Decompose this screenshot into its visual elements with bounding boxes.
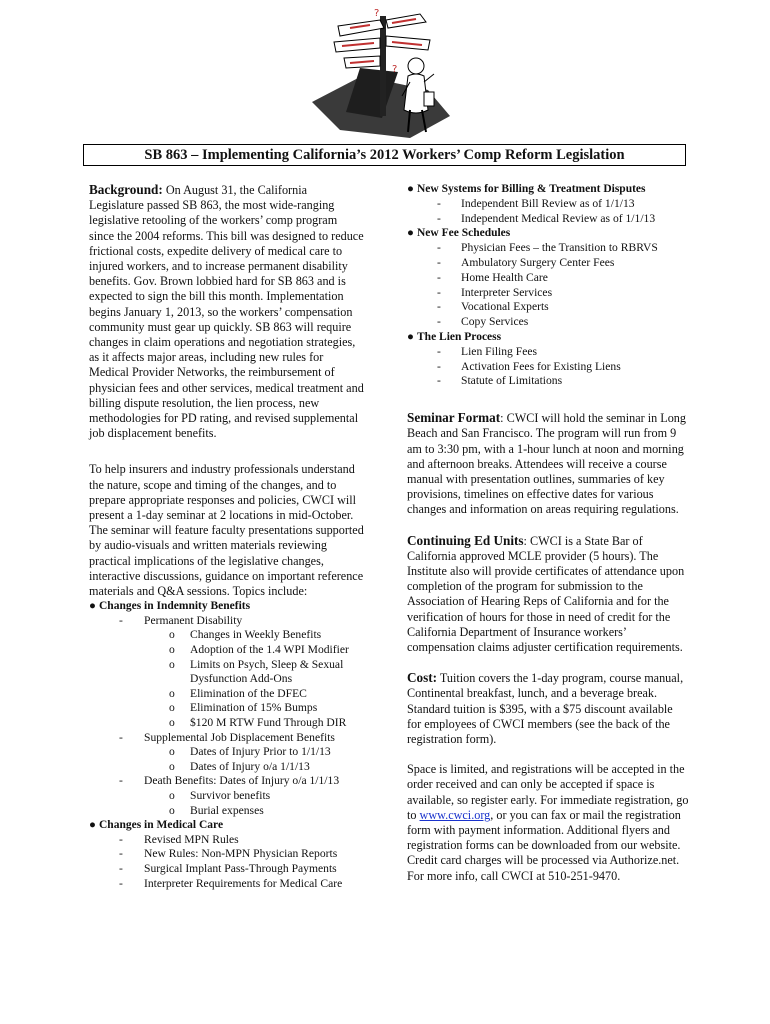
list-item: - Vocational Experts xyxy=(407,300,689,315)
topic-indemnity: ● Changes in Indemnity Benefits xyxy=(89,600,251,613)
background-heading: Background: xyxy=(89,182,163,197)
intro-paragraph: To help insurers and industry professionals understand the nature, scope and timing of the changes, and to prepare appropriate responses and policies, CWCI will present a 1-day seminar at 2 locations in mid-October. The seminar will feature faculty presentations supported by audio-visuals and written materials reviewing practical implications of the legislative changes, interactive discussions, guidance on important reference materials and Q&A sessions. Topics include: xyxy=(89,462,364,599)
list-item: o Dates of Injury o/a 1/1/13 xyxy=(169,759,310,773)
list-item: - Surgical Implant Pass-Through Payments xyxy=(89,862,364,877)
bullet-icon: ● xyxy=(89,600,96,613)
list-item: - Activation Fees for Existing Liens xyxy=(407,360,689,375)
list-item: - Home Health Care xyxy=(407,271,689,286)
cost-heading: Cost: xyxy=(407,670,438,686)
signpost-illustration xyxy=(300,6,470,142)
list-item: - Lien Filing Fees xyxy=(407,345,689,360)
list-item: o Burial expenses xyxy=(169,803,264,817)
website-link[interactable]: www.cwci.org xyxy=(419,807,491,822)
page-title: SB 863 – Implementing California’s 2012 Workers’ Comp Reform Legislation xyxy=(83,144,686,166)
list-item: - Death Benefits: Dates of Injury o/a 1/1/13 xyxy=(89,774,364,789)
bullet-icon: ● xyxy=(407,227,414,240)
question-mark-2: ? xyxy=(392,64,398,75)
space-paragraph: Space is limited, and registrations will be accepted in the order received and can only be accepted if space is available, so register early. For immediate registration, go to www.cwci.org, or you can fax or mail the registration form with payment information. Additional flyers and registration forms can be downloaded from our website. Credit card charges will be processed via Authorize.net. For more info, call CWCI at 510-251-9470. xyxy=(407,762,689,883)
list-item: - New Rules: Non-MPN Physician Reports xyxy=(89,847,364,862)
list-item: - Interpreter Services xyxy=(407,286,689,301)
sign-left-top xyxy=(338,20,384,36)
background-text: On August 31, the California Legislature passed SB 863, the most wide-ranging legislative retooling of the workers’ comp program since the 2004 reforms. This bill was designed to reduce frictional costs, expedite delivery of medical care to injured workers, and to increase permanent disability benefits. Gov. Brown lobbied hard for SB 863 and is expected to sign the bill this month. Implementation begins January 1, 2013, so the workers’ compensation community must gear up quickly. SB 863 will require changes in claim operations and negotiation strategies, as it affects major areas, including new rules for Medical Provider Networks, the reimbursement of physician fees and other services, medical treatment and billing dispute resolution, the lien process, new methodologies for PD rating, and revised supplemental job displacement benefits. xyxy=(89,183,364,441)
bullet-icon: ● xyxy=(407,330,414,343)
list-item: - Revised MPN Rules xyxy=(89,833,364,848)
list-item: - Statute of Limitations xyxy=(407,374,689,389)
list-item: o Changes in Weekly Benefits xyxy=(169,628,322,642)
list-item: o $120 M RTW Fund Through DIR xyxy=(169,716,347,730)
list-item: - Interpreter Requirements for Medical Care xyxy=(89,877,364,892)
bullet-icon: ● xyxy=(407,183,414,195)
left-column xyxy=(89,182,364,891)
list-item: o Adoption of the 1.4 WPI Modifier xyxy=(169,643,349,657)
bullet-icon: ● xyxy=(89,819,96,832)
topic-fees: ● New Fee Schedules xyxy=(407,227,511,240)
list-item: - Permanent Disability xyxy=(89,614,364,629)
ceu-paragraph: Continuing Ed Units: CWCI is a State Bar of California approved MCLE provider (5 hours). The Institute also will provide certificates of attendance upon completion of the program for submission to the Association of Hearing Reps of California and for the verification of hours for those in need of credit for the California Department of Insurance workers’ compensation claims adjuster certification requirements. xyxy=(407,532,685,654)
list-item: - Independent Medical Review as of 1/1/13 xyxy=(407,212,689,227)
topic-billing: ● New Systems for Billing & Treatment Disputes xyxy=(407,183,646,195)
list-item: o Survivor benefits xyxy=(169,789,271,802)
cost-paragraph: Cost: Tuition covers the 1-day program, course manual, Continental breakfast, lunch, and a beverage break. Standard tuition is $395, with a $75 discount available for employees of CWCI members (see the back of the registration form). xyxy=(407,670,684,747)
topic-medical: ● Changes in Medical Care xyxy=(89,819,224,832)
list-item: o Elimination of the DFEC xyxy=(169,686,307,700)
background-paragraph xyxy=(89,182,364,441)
list-item: o Dates of Injury Prior to 1/1/13 xyxy=(169,745,331,759)
ceu-heading: Continuing Ed Units xyxy=(407,532,524,548)
list-item: - Physician Fees – the Transition to RBRVS xyxy=(407,241,689,256)
list-item: o Elimination of 15% Bumps xyxy=(169,701,318,715)
topic-lien: ● The Lien Process xyxy=(407,330,502,343)
list-item: - Ambulatory Surgery Center Fees xyxy=(407,256,689,271)
list-item: - Copy Services xyxy=(407,315,689,330)
seminar-heading: Seminar Format xyxy=(407,410,501,426)
list-item: - Independent Bill Review as of 1/1/13 xyxy=(407,197,689,212)
list-item: o Limits on Psych, Sleep & Sexual Dysfunction Add-Ons xyxy=(169,657,344,686)
list-item: - Supplemental Job Displacement Benefits xyxy=(89,731,364,746)
signpost-pole xyxy=(380,16,386,116)
right-column xyxy=(407,182,689,884)
question-mark-1: ? xyxy=(374,8,380,19)
seminar-paragraph: Seminar Format: CWCI will hold the seminar in Long Beach and San Francisco. The program will run from 9 am to 3:30 pm, with a 1-hour lunch at noon and morning and afternoon breaks. Attendees will receive a course manual with presentation outlines, summaries of key provisions, timelines on effective dates for various changes and information on areas requiring regulations. xyxy=(407,410,686,517)
